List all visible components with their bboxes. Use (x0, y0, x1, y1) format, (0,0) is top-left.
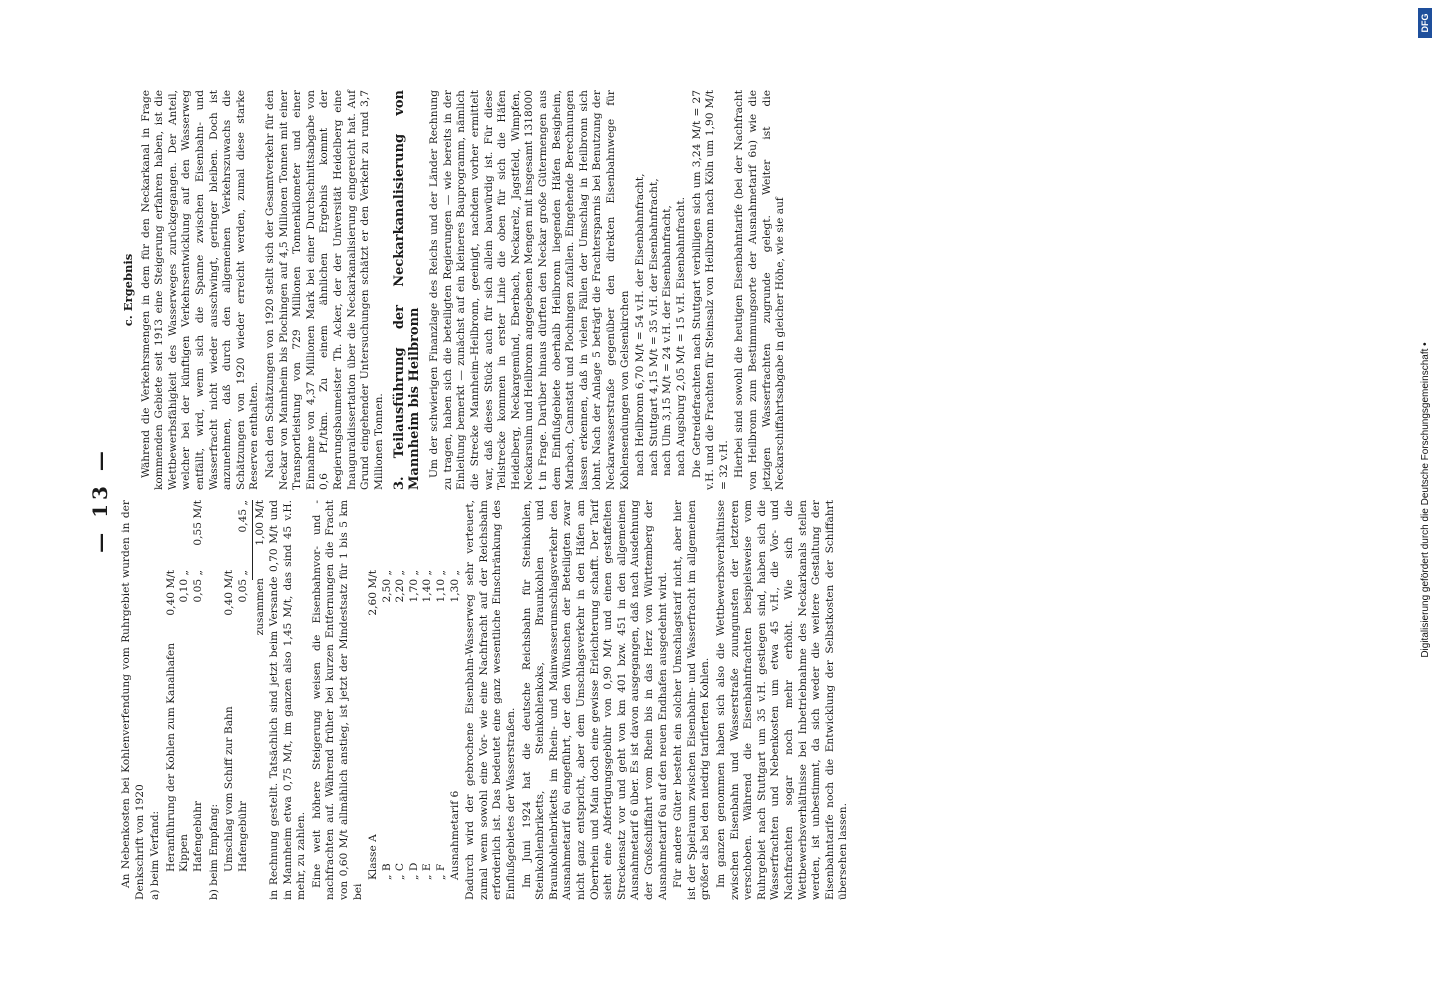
klasse-row: „ D 1,70 „ (407, 570, 420, 880)
klasse-row: „ F 1,10 „ (435, 570, 448, 880)
klasse-row: Klasse A 2,60 M/t (367, 570, 380, 880)
freight-row: nach Augsburg 2,05 M/t = 15 v.H. Eisenbahnfracht. (674, 196, 687, 476)
paragraph: Um der schwierigen Finanzlage des Reichs und der Länder Rechnung zu tragen, haben sich die beteiligten Regierungen — wie bereits in der Einleitung bemerkt — zunächst auf ein kleineres Bauprogramm, nämlich die Strecke Mannheim–Heilbronn, geeinigt, nachdem vorher ermittelt war, daß dieses Stück auch für sich allein bauwürdig ist. Für diese Teilstrecke kommen in erster Linie die oben für sich die Häfen Heidelberg, Neckargemünd, Eberbach, Neckarelz, Jagstfeld, Wimpfen, Neckarsulm und Heilbronn angegebenen Mengen mit insgesamt 1318000 t in Frage. Darüber hinaus dürften den Neckar große Gütermengen aus dem Einflußgebiete oberhalb Heilbronn liegenden Häfen Besigheim, Marbach, Cannstatt und Plochingen zufallen. Eingehende Berechnungen lassen erkennen, daß in vielen Fällen der Umschlag in Heilbronn sich lohnt. Nach der Anlage 5 beträgt die Frachtersparnis bei Benutzung der Neckarwasserstraße gegenüber den direkten Eisenbahnwege für Kohlensendungen von Gelsenkirchen (428, 90, 631, 490)
paragraph: Hierbei sind sowohl die heutigen Eisenbahntarife (bei der Nachfracht von Heilbronn zum Bestimmungsorte der Ausnahmetarif 6u) wie die jetzigen Wasserfrachten zugrunde gelegt. Weiter ist die Neckarschiffahrtsabgabe in gleicher Höhe, wie sie auf (733, 90, 787, 490)
cost-row: Umschlag vom Schiff zur Bahn 0,40 M/t (223, 570, 236, 872)
cost-row: Heranführung der Kohlen zum Kanalhafen 0,40 M/t (164, 570, 177, 872)
freight-row: nach Heilbronn 6,70 M/t = 54 v.H. der Eisenbahnfracht, (634, 173, 647, 476)
cost-list-b (223, 500, 250, 900)
freight-list (634, 90, 688, 490)
dfg-logo-icon (1418, 8, 1432, 38)
klasse-row: „ B 2,50 „ (380, 570, 393, 880)
dfg-logo-label: DFG (1420, 13, 1430, 33)
paragraph: Im Juni 1924 hat die deutsche Reichsbahn für Steinkohlen, Steinkohlenbriketts, Steinkohlenkoks, Braunkohlen und Braunkohlenbriketts im Rhein- und Mainwasserumschlagsverkehr den Ausnahmetarif 6u eingeführt, der den Wünschen der Beteiligten zwar nicht ganz entspricht, aber dem Umschlagsverkehr in den Häfen am Oberrhein und Main doch eine gewisse Erleichterung schafft. Der Tarif sieht eine Abfertigungsgebühr von 0,90 M/t und einen gestaffelten Streckensatz vor und geht von km 401 bzw. 451 in den allgemeinen Ausnahmetarif 6 über. Es ist davon ausgegangen, daß nach Ausdehnung der Großschiffahrt vom Rhein bis in das Herz von Württemberg der Ausnahmetarif 6u auf den neuen Endhafen ausgedehnt wird. (520, 500, 669, 900)
page-number: — 13 — (88, 447, 112, 553)
left-column (120, 500, 850, 900)
freight-row: nach Ulm 3,15 M/t = 24 v.H. der Eisenbahnfracht, (661, 205, 674, 476)
paragraph: Für andere Güter besteht ein solcher Umschlagstarif nicht, aber hier ist der Spielraum zwischen Eisenbahn- und Wasserfracht im allgemeinen größer als bei den niedrig tarifierten Kohlen. (672, 500, 712, 900)
paragraph: Während die Verkehrsmengen in dem für den Neckarkanal in Frage kommenden Gebiete seit 1913 eine Steigerung erfahren haben, ist die Wettbewerbsfähigkeit des Wasserweges zurückgegangen. Der Anteil, welcher bei der künftigen Verkehrsentwicklung auf den Wasserweg entfällt, wird, wenn sich die Spanne zwischen Eisenbahn- und Wasserfracht nicht wieder ausschwingt, geringer bleiben. Doch ist anzunehmen, daß durch den allgemeinen Verkehrszuwachs die Schätzungen von 1920 wieder erreicht werden, zumal diese starke Reserven enthalten. (139, 90, 261, 490)
klasse-list (367, 500, 462, 900)
cost-row: Kippen 0,10 „ (178, 570, 191, 872)
paragraph: Die Getreidefrachten nach Stuttgart verbilligen sich um 3,24 M/t = 27 v.H. und die Frachten für Steinsalz von Heilbronn nach Köln um 1,90 M/t = 32 v.H. (690, 90, 730, 490)
freight-row: nach Stuttgart 4,15 M/t = 35 v.H. der Eisenbahnfracht, (647, 178, 660, 476)
section-heading-teilausfuehrung: 3. Teilausführung der Neckarkanalisierung von Mannheim bis Heilbronn (392, 90, 423, 490)
b-label: b) beim Empfang: (207, 803, 220, 900)
paragraph: Eine weit höhere Steigerung weisen die Eisenbahnvor- und -nachfrachten auf. Während früher bei kurzen Entfernungen die Fracht von 0,60 M/t allmählich anstieg, ist jetzt der Mindestsatz für 1 bis 5 km bei (310, 500, 364, 900)
total-row: zusammen 1,00 M/t (254, 500, 267, 636)
intro-text: An Nebenkosten bei Kohlenverfendung vom Ruhrgebiet wurden in der Denkschrift von 1920 (120, 500, 146, 900)
a-label: a) beim Verfand: (149, 810, 162, 900)
digitization-watermark (1418, 8, 1434, 992)
cost-list-a (165, 500, 206, 900)
section-heading-ergebnis: c. Ergebnis (121, 253, 135, 327)
cost-row: Hafengebühr 0,05 „ 0,45 „ (236, 500, 249, 872)
paragraph: in Rechnung gestellt. Tatsächlich sind jetzt beim Versande 0,70 M/t und in Mannheim etwa 0,75 M/t, im ganzen also 1,45 M/t, das sind 45 v.H. mehr, zu zahlen. (267, 500, 308, 900)
klasse-row: „ C 2,20 „ (394, 570, 407, 880)
paragraph: Im ganzen genommen haben sich also die Wettbewerbsverhältnisse zwischen Eisenbahn und Wasserstraße zuungunsten der letzteren verschoben. Während die Eisenbahnfrachten beispielsweise vom Ruhrgebiet nach Stuttgart um 35 v.H. gestiegen sind, haben sich die Wasserfrachten und Nebenkosten um etwa 45 v.H., die Vor- und Nachfrachten sogar noch mehr erhöht. Wie sich die Wettbewerbsverhältnisse bei Inbetriebnahme des Neckarkanals stellen werden, ist unbestimmt, da sich weder die weitere Gestaltung der Eisenbahntarife noch die Entwicklung der Selbstkosten der Schiffahrt übersehen lassen. (714, 500, 850, 900)
sum-rule (252, 500, 253, 580)
klasse-row: Ausnahmetarif 6 1,30 „ (448, 570, 461, 880)
paragraph: Nach den Schätzungen von 1920 stellt sich der Gesamtverkehr für den Neckar von Mannheim bis Plochingen auf 4,5 Millionen Tonnen mit einer Transportleistung von 729 Millionen Tonnenkilometer und einer Einnahme von 4,37 Millionen Mark bei einer Durchschnittsabgabe von 0,6 Pf./tkm. Zu einem ähnlichen Ergebnis kommt der Regierungsbaumeister Th. Acker, der der Universität Heidelberg eine Inauguraldissertation über die Neckarkanalisierung eingereicht hat. Auf Grund eingehender Untersuchungen schätzt er den Verkehr zu rund 3,7 Millionen Tonnen. (263, 90, 385, 490)
right-column (120, 90, 787, 490)
watermark-text: Digitalisierung gefördert durch die Deutsche Forschungsgemeinschaft • (1420, 342, 1431, 658)
cost-row: Hafengebühr 0,05 „ 0,55 M/t (191, 500, 204, 872)
klasse-row: „ E 1,40 „ (421, 570, 434, 880)
paragraph: Dadurch wird der gebrochene Eisenbahn-Wasserweg sehr verteuert, zumal wenn sowohl eine Vor- wie eine Nachfracht auf der Reichsbahn erforderlich ist. Das bedeutet eine ganz wesentliche Einschränkung des Einflußgebietes der Wasserstraßen. (464, 500, 518, 900)
